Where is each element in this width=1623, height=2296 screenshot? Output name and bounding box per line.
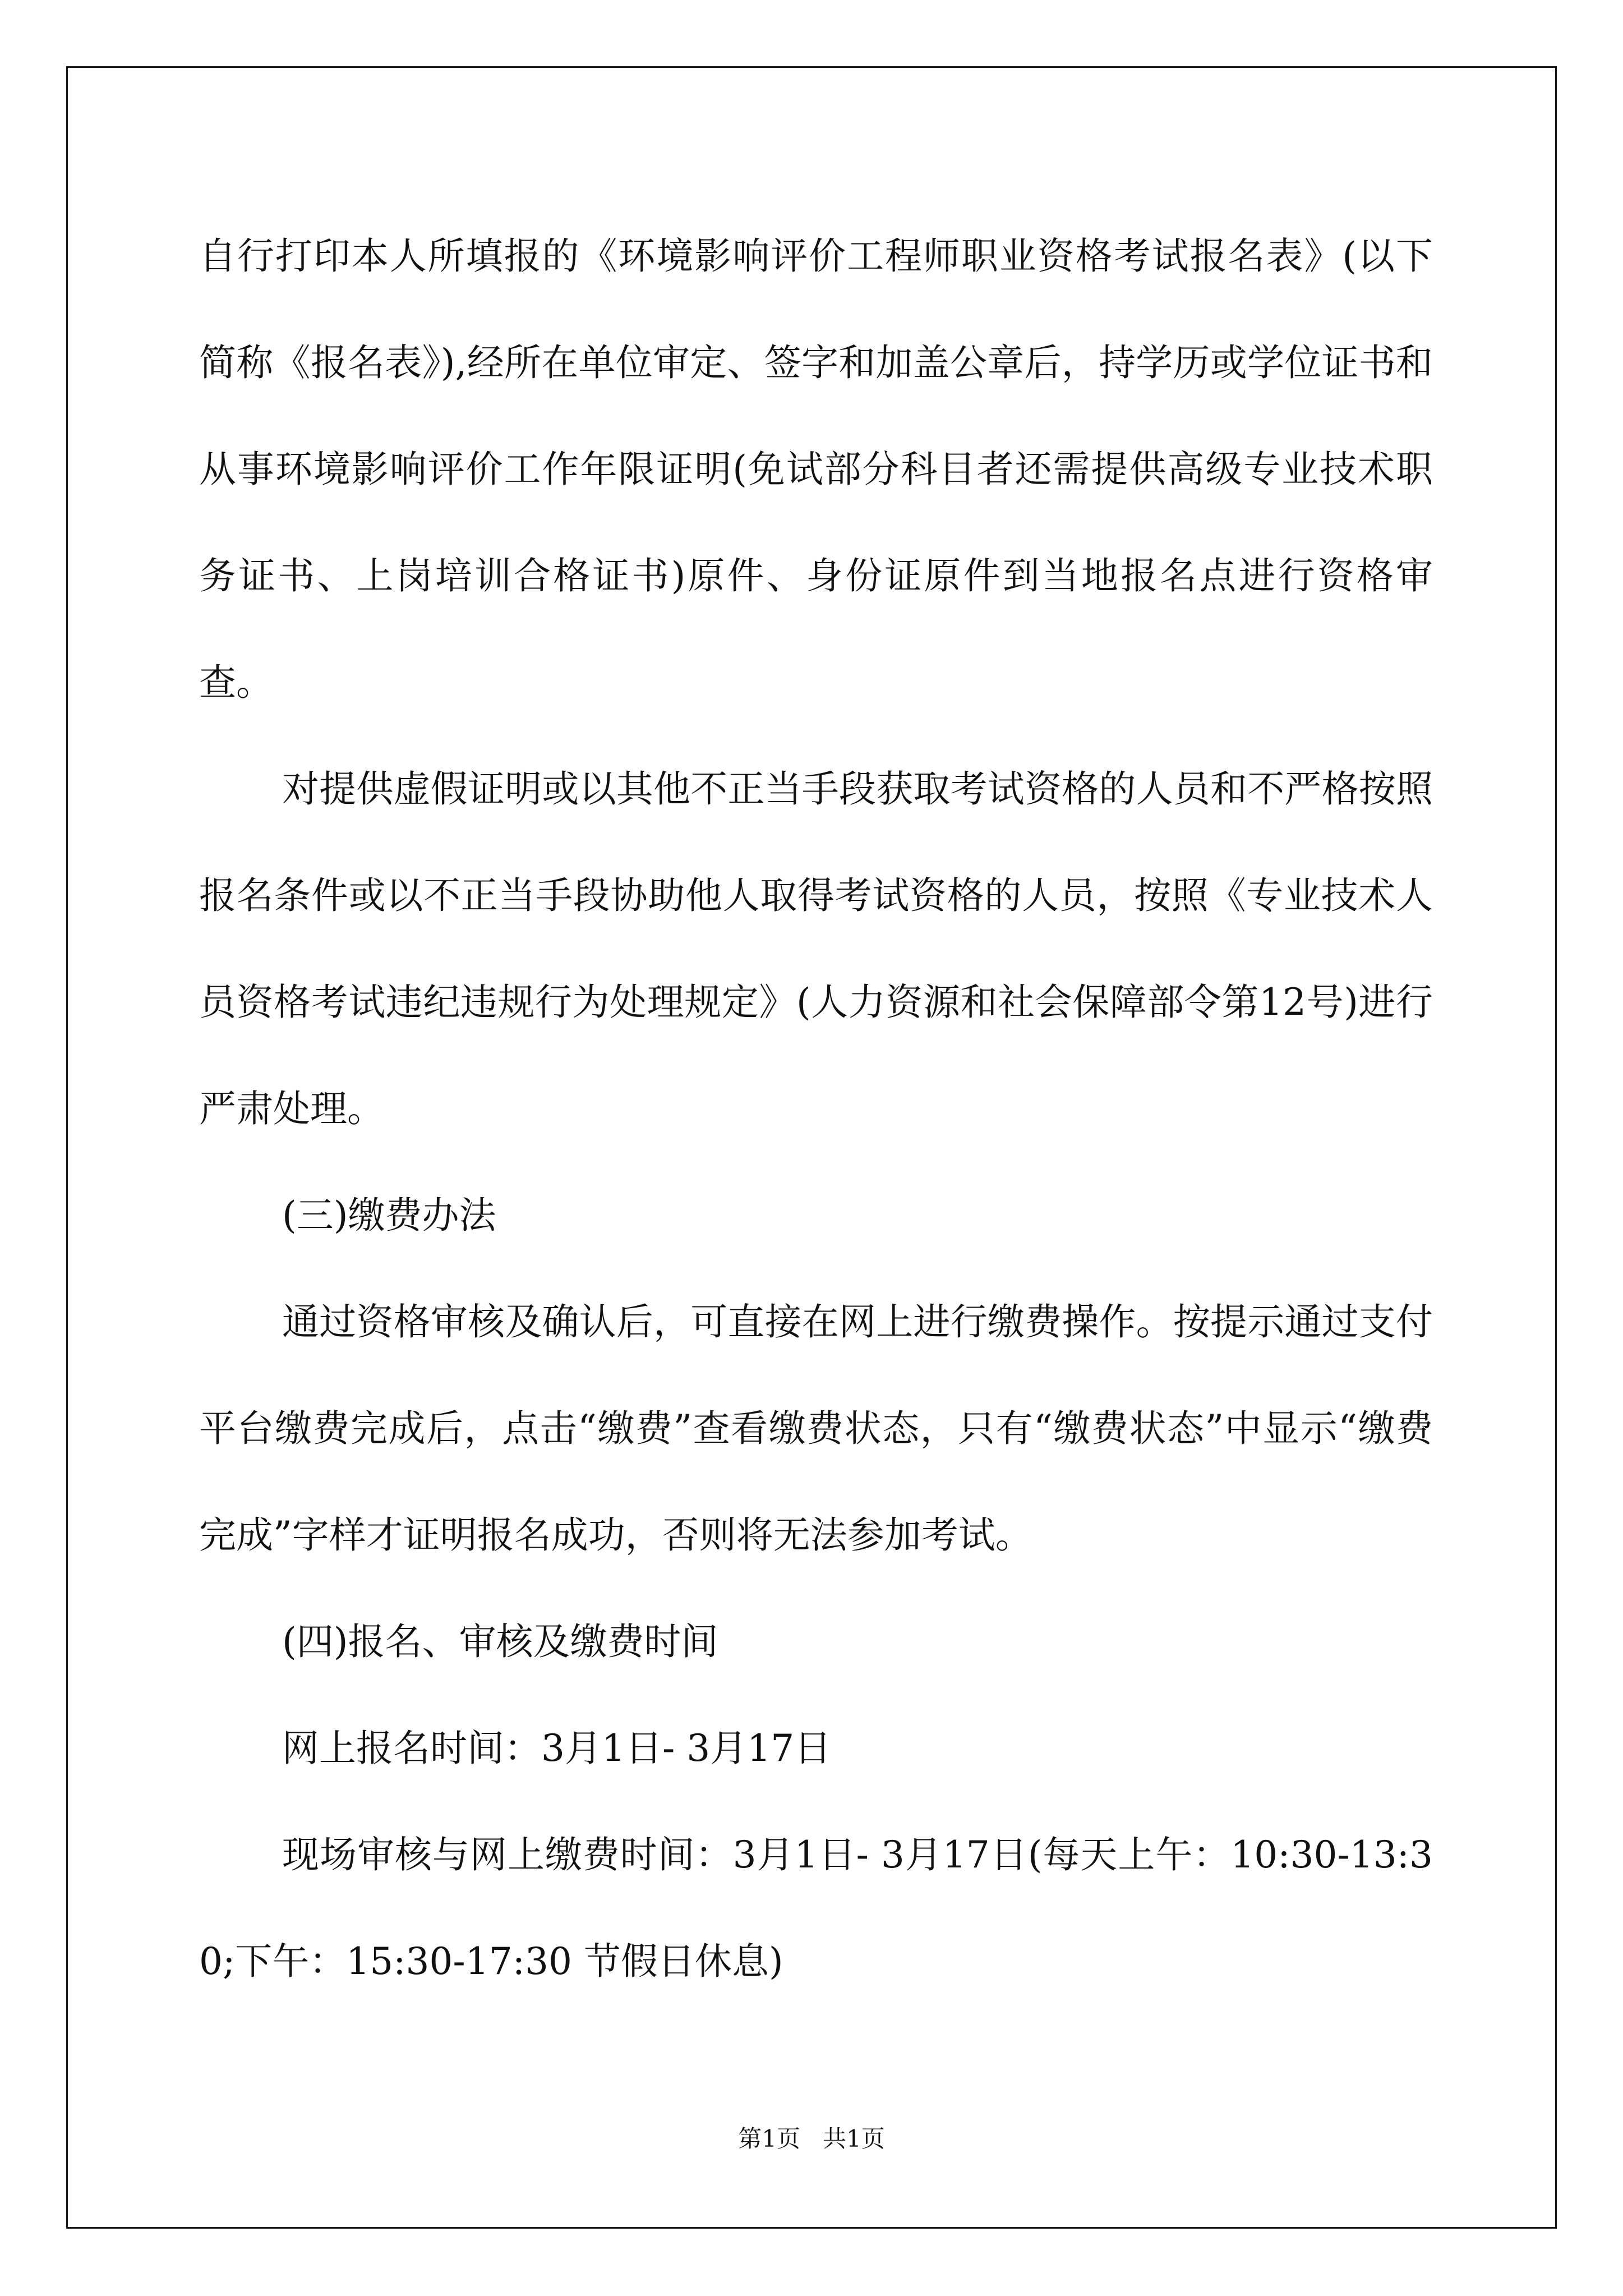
page-number-footer: 第1页 共1页 [738, 2125, 885, 2152]
paragraph-application-review: 自行打印本人所填报的《环境影响评价工程师职业资格考试报名表》(以下简称《报名表》),经所在单位审定、签字和加盖公章后，持学历或学位证书和从事环境影响评价工作年限证明(免试部分科目者还需提供高级专业技术职务证书、上岗培训合格证书)原件、身份证原件到当地报名点进行资格审查。 [199, 234, 1433, 704]
paragraph-online-registration-time: 网上报名时间：3月1日- 3月17日 [282, 1727, 832, 1770]
section-heading-payment-method: (三)缴费办法 [282, 1194, 496, 1237]
paragraph-false-proof-penalty: 对提供虚假证明或以其他不正当手段获取考试资格的人员和不严格按照报名条件或以不正当手段协助他人取得考试资格的人员，按照《专业技术人员资格考试违纪违规行为处理规定》(人力资源和社会保障部令第12号)进行严肃处理。 [199, 767, 1433, 1130]
document-body [199, 203, 1433, 2015]
section-heading-schedule: (四)报名、审核及缴费时间 [282, 1620, 718, 1663]
paragraph-onsite-review-payment-time: 现场审核与网上缴费时间：3月1日- 3月17日(每天上午：10:30-13:30;下午：15:30-17:30 节假日休息) [199, 1833, 1433, 1983]
paragraph-payment-instructions: 通过资格审核及确认后，可直接在网上进行缴费操作。按提示通过支付平台缴费完成后，点击“缴费”查看缴费状态，只有“缴费状态”中显示“缴费完成”字样才证明报名成功，否则将无法参加考试。 [199, 1300, 1433, 1557]
